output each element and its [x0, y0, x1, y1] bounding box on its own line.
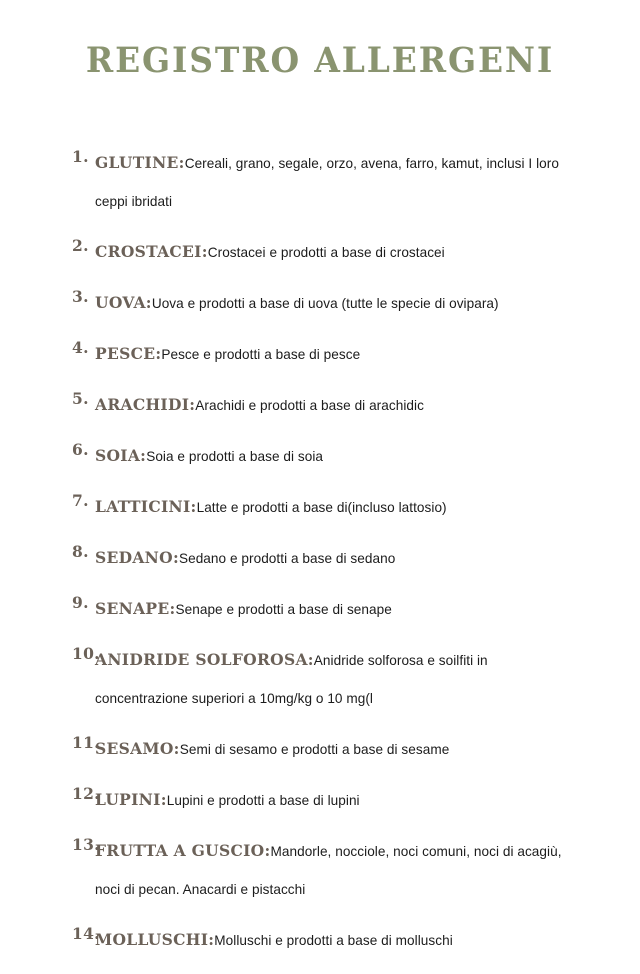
page-title: REGISTRO ALLERGENI	[85, 40, 555, 82]
allergen-number: 13.	[72, 835, 100, 854]
allergen-description: Senape e prodotti a base di senape	[175, 602, 392, 617]
allergen-number: 6.	[72, 440, 89, 459]
allergen-item	[0, 592, 640, 631]
allergen-description: Uova e prodotti a base di uova (tutte le specie di ovipara)	[151, 296, 499, 311]
allergen-name: SESAMO:	[95, 739, 180, 758]
allergen-description: Pesce e prodotti a base di pesce	[161, 347, 361, 362]
allergen-description: Cereali, grano, segale, orzo, avena, farro, kamut, inclusi I loro ceppi ibridati	[95, 156, 559, 209]
allergen-name: ANIDRIDE SOLFOROSA:	[95, 650, 314, 669]
allergen-item	[0, 783, 640, 822]
allergen-name: LATTICINI:	[95, 497, 197, 516]
allergen-name: FRUTTA A GUSCIO:	[95, 841, 271, 860]
allergen-name: UOVA:	[95, 293, 152, 312]
allergen-number: 1.	[72, 147, 89, 166]
allergen-name: SENAPE:	[95, 599, 176, 618]
allergen-description: Semi di sesamo e prodotti a base di sesame	[179, 742, 450, 757]
allergen-number: 11.	[72, 733, 100, 752]
allergen-number: 12.	[72, 784, 100, 803]
allergen-description: Crostacei e prodotti a base di crostacei	[207, 245, 445, 260]
allergen-description: Latte e prodotti a base di(incluso lattosio)	[196, 500, 447, 515]
allergen-item	[0, 235, 640, 274]
allergen-description: Lupini e prodotti a base di lupini	[166, 793, 360, 808]
allergen-item	[0, 337, 640, 376]
allergen-description: Soia e prodotti a base di soia	[146, 449, 324, 464]
allergen-item	[0, 732, 640, 771]
allergen-item	[0, 439, 640, 478]
allergen-number: 4.	[72, 338, 89, 357]
allergen-name: LUPINI:	[95, 790, 167, 809]
allergen-description: Arachidi e prodotti a base di arachidic	[195, 398, 424, 413]
allergen-number: 8.	[72, 542, 89, 561]
allergen-item	[0, 834, 640, 911]
allergen-item	[0, 923, 640, 962]
allergen-item	[0, 490, 640, 529]
allergen-name: MOLLUSCHI:	[95, 930, 215, 949]
allergen-number: 2.	[72, 236, 89, 255]
allergen-item	[0, 541, 640, 580]
allergen-description: Sedano e prodotti a base di sedano	[178, 551, 396, 566]
allergen-item	[0, 388, 640, 427]
allergen-name: GLUTINE:	[95, 153, 185, 172]
allergen-name: SEDANO:	[95, 548, 179, 567]
allergen-number: 3.	[72, 287, 89, 306]
allergen-number: 7.	[72, 491, 89, 510]
allergen-item	[0, 286, 640, 325]
allergen-description: Anidride solforosa e soilfiti in concentrazione superiori a 10mg/kg o 10 mg(l	[95, 653, 488, 706]
allergen-number: 10.	[72, 644, 100, 663]
allergen-list	[0, 146, 640, 974]
allergen-name: SOIA:	[95, 446, 147, 465]
allergen-number: 5.	[72, 389, 89, 408]
allergen-name: ARACHIDI:	[95, 395, 196, 414]
allergen-name: PESCE:	[95, 344, 162, 363]
allergen-item	[0, 146, 640, 223]
allergen-number: 9.	[72, 593, 89, 612]
allergen-number: 14.	[72, 924, 100, 943]
allergen-item	[0, 643, 640, 720]
allergen-name: CROSTACEI:	[95, 242, 208, 261]
allergen-description: Mandorle, nocciole, noci comuni, noci di acagiù, noci di pecan. Anacardi e pistacchi	[95, 844, 562, 897]
allergen-description: Molluschi e prodotti a base di molluschi	[214, 933, 453, 948]
